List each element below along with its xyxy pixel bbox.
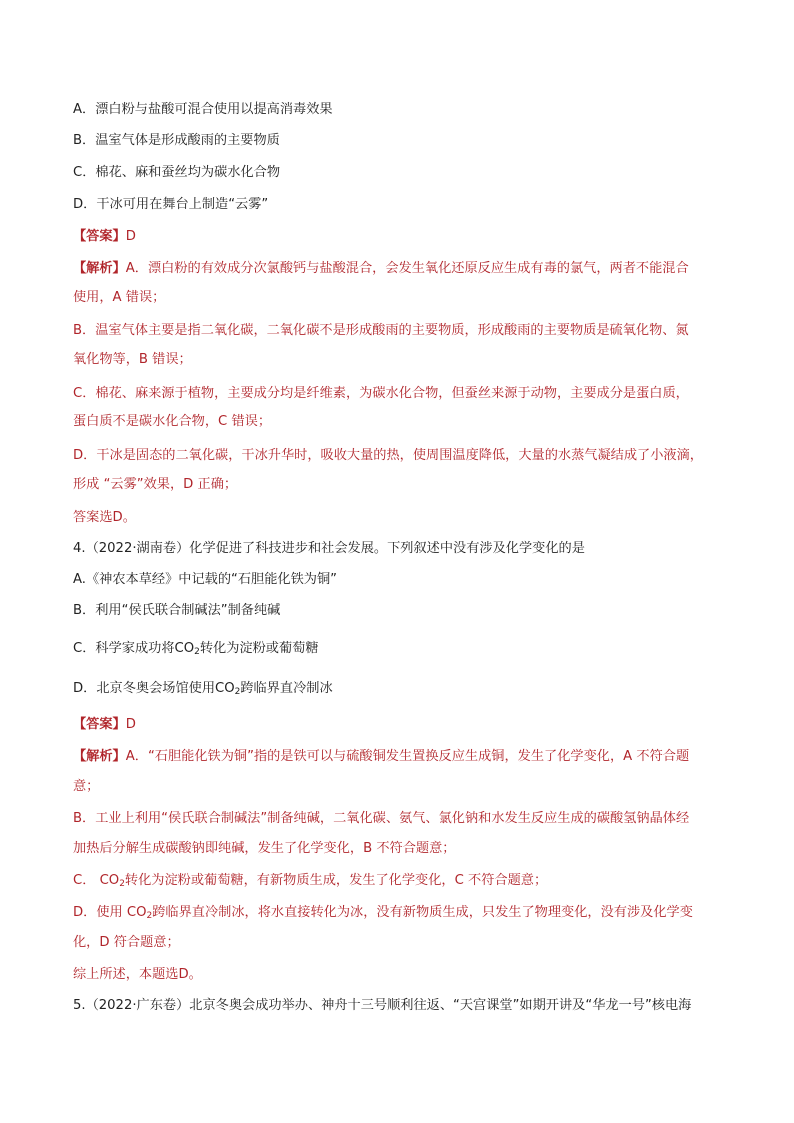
q3-option-c: C．棉花、麻和蚕丝均为碳水化合物 [73, 165, 281, 180]
q4-analysis-line-2: 意； [73, 779, 100, 794]
q3-analysis-line-8: 形成 “云雾”效果，D 正确； [73, 477, 238, 492]
analysis-tag: 【解析】 [73, 749, 126, 764]
q4-analysis-line-6: D．使用 $CO_2$跨临界直冷制冰，将水直接转化为冰，没有新物质生成，只发生了物理变化，没有涉及化学变 [73, 905, 693, 921]
q4-analysis-line-4: 加热后分解生成碳酸钠即纯碱，发生了化学变化，B 不符合题意； [73, 841, 456, 856]
q3-analysis-line-2: 使用，A 错误； [73, 290, 166, 305]
q4-answer-line [73, 716, 136, 734]
q3-answer-line [73, 228, 136, 246]
q3-analysis-line-1: 【解析】A．漂白粉的有效成分次氯酸钙与盐酸混合，会发生氧化还原反应生成有毒的氯气，两者不能混合 [73, 261, 689, 276]
co2-formula: $CO_2$ [215, 681, 241, 697]
q4-stem: 4.（2022·湖南卷）化学促进了科技进步和社会发展。下列叙述中没有涉及化学变化的是 [73, 541, 585, 556]
answer-value: D [125, 229, 136, 244]
co2-formula: $CO_2$ [126, 905, 153, 921]
q4-analysis-line-3: B．工业上利用“侯氏联合制碱法”制备纯碱，二氧化碳、氨气、氯化钠和水发生反应生成的碳酸氢钠晶体经 [73, 811, 690, 826]
q4-option-d: D．北京冬奥会场馆使用$CO_2$跨临界直冷制冰 [73, 681, 333, 697]
q4-analysis-line-5: C． $CO_2$转化为淀粉或葡萄糖，有新物质生成，发生了化学变化，C 不符合题意； [73, 873, 548, 889]
q4-option-c: C．科学家成功将$CO_2$转化为淀粉或葡萄糖 [73, 641, 319, 657]
q3-option-b: B．温室气体是形成酸雨的主要物质 [73, 133, 280, 148]
q3-analysis-line-6: 蛋白质不是碳水化合物，C 错误； [73, 414, 272, 429]
answer-tag: 【答案】 [73, 717, 126, 732]
q3-option-d: D．干冰可用在舞台上制造“云雾” [73, 197, 269, 212]
q4-analysis-line-7: 化，D 符合题意； [73, 935, 180, 950]
q4-analysis-line-1: 【解析】A．“石胆能化铁为铜”指的是铁可以与硫酸铜发生置换反应生成铜，发生了化学变化，A 不符合题 [73, 749, 690, 764]
answer-tag: 【答案】 [73, 229, 126, 244]
q3-analysis-line-3: B．温室气体主要是指二氧化碳，二氧化碳不是形成酸雨的主要物质，形成酸雨的主要物质是硫氧化物、氮 [73, 323, 689, 338]
q3-analysis-line-4: 氧化物等，B 错误； [73, 352, 192, 367]
q4-option-b: B．利用“侯氏联合制碱法”制备纯碱 [73, 603, 281, 618]
q3-conclusion: 答案选D。 [73, 510, 136, 525]
q3-option-a: A．漂白粉与盐酸可混合使用以提高消毒效果 [73, 102, 333, 117]
analysis-tag: 【解析】 [73, 261, 126, 276]
q5-stem: 5.（2022·广东卷）北京冬奥会成功举办、神舟十三号顺利往返、“天宫课堂”如期开讲及“华龙一号”核电海 [73, 998, 692, 1013]
q4-conclusion: 综上所述，本题选D。 [73, 967, 202, 982]
co2-formula: $CO_2$ [99, 873, 125, 889]
q3-analysis-line-7: D．干冰是固态的二氧化碳，干冰升华时，吸收大量的热，使周围温度降低，大量的水蒸气凝结成了小液滴， [73, 448, 703, 463]
q3-analysis-line-5: C．棉花、麻来源于植物，主要成分均是纤维素，为碳水化合物，但蚕丝来源于动物，主要成分是蛋白质， [73, 386, 689, 401]
answer-value: D [125, 717, 136, 732]
q4-option-a: A.《神农本草经》中记载的“石胆能化铁为铜” [73, 572, 338, 587]
co2-formula: $CO_2$ [174, 641, 200, 657]
